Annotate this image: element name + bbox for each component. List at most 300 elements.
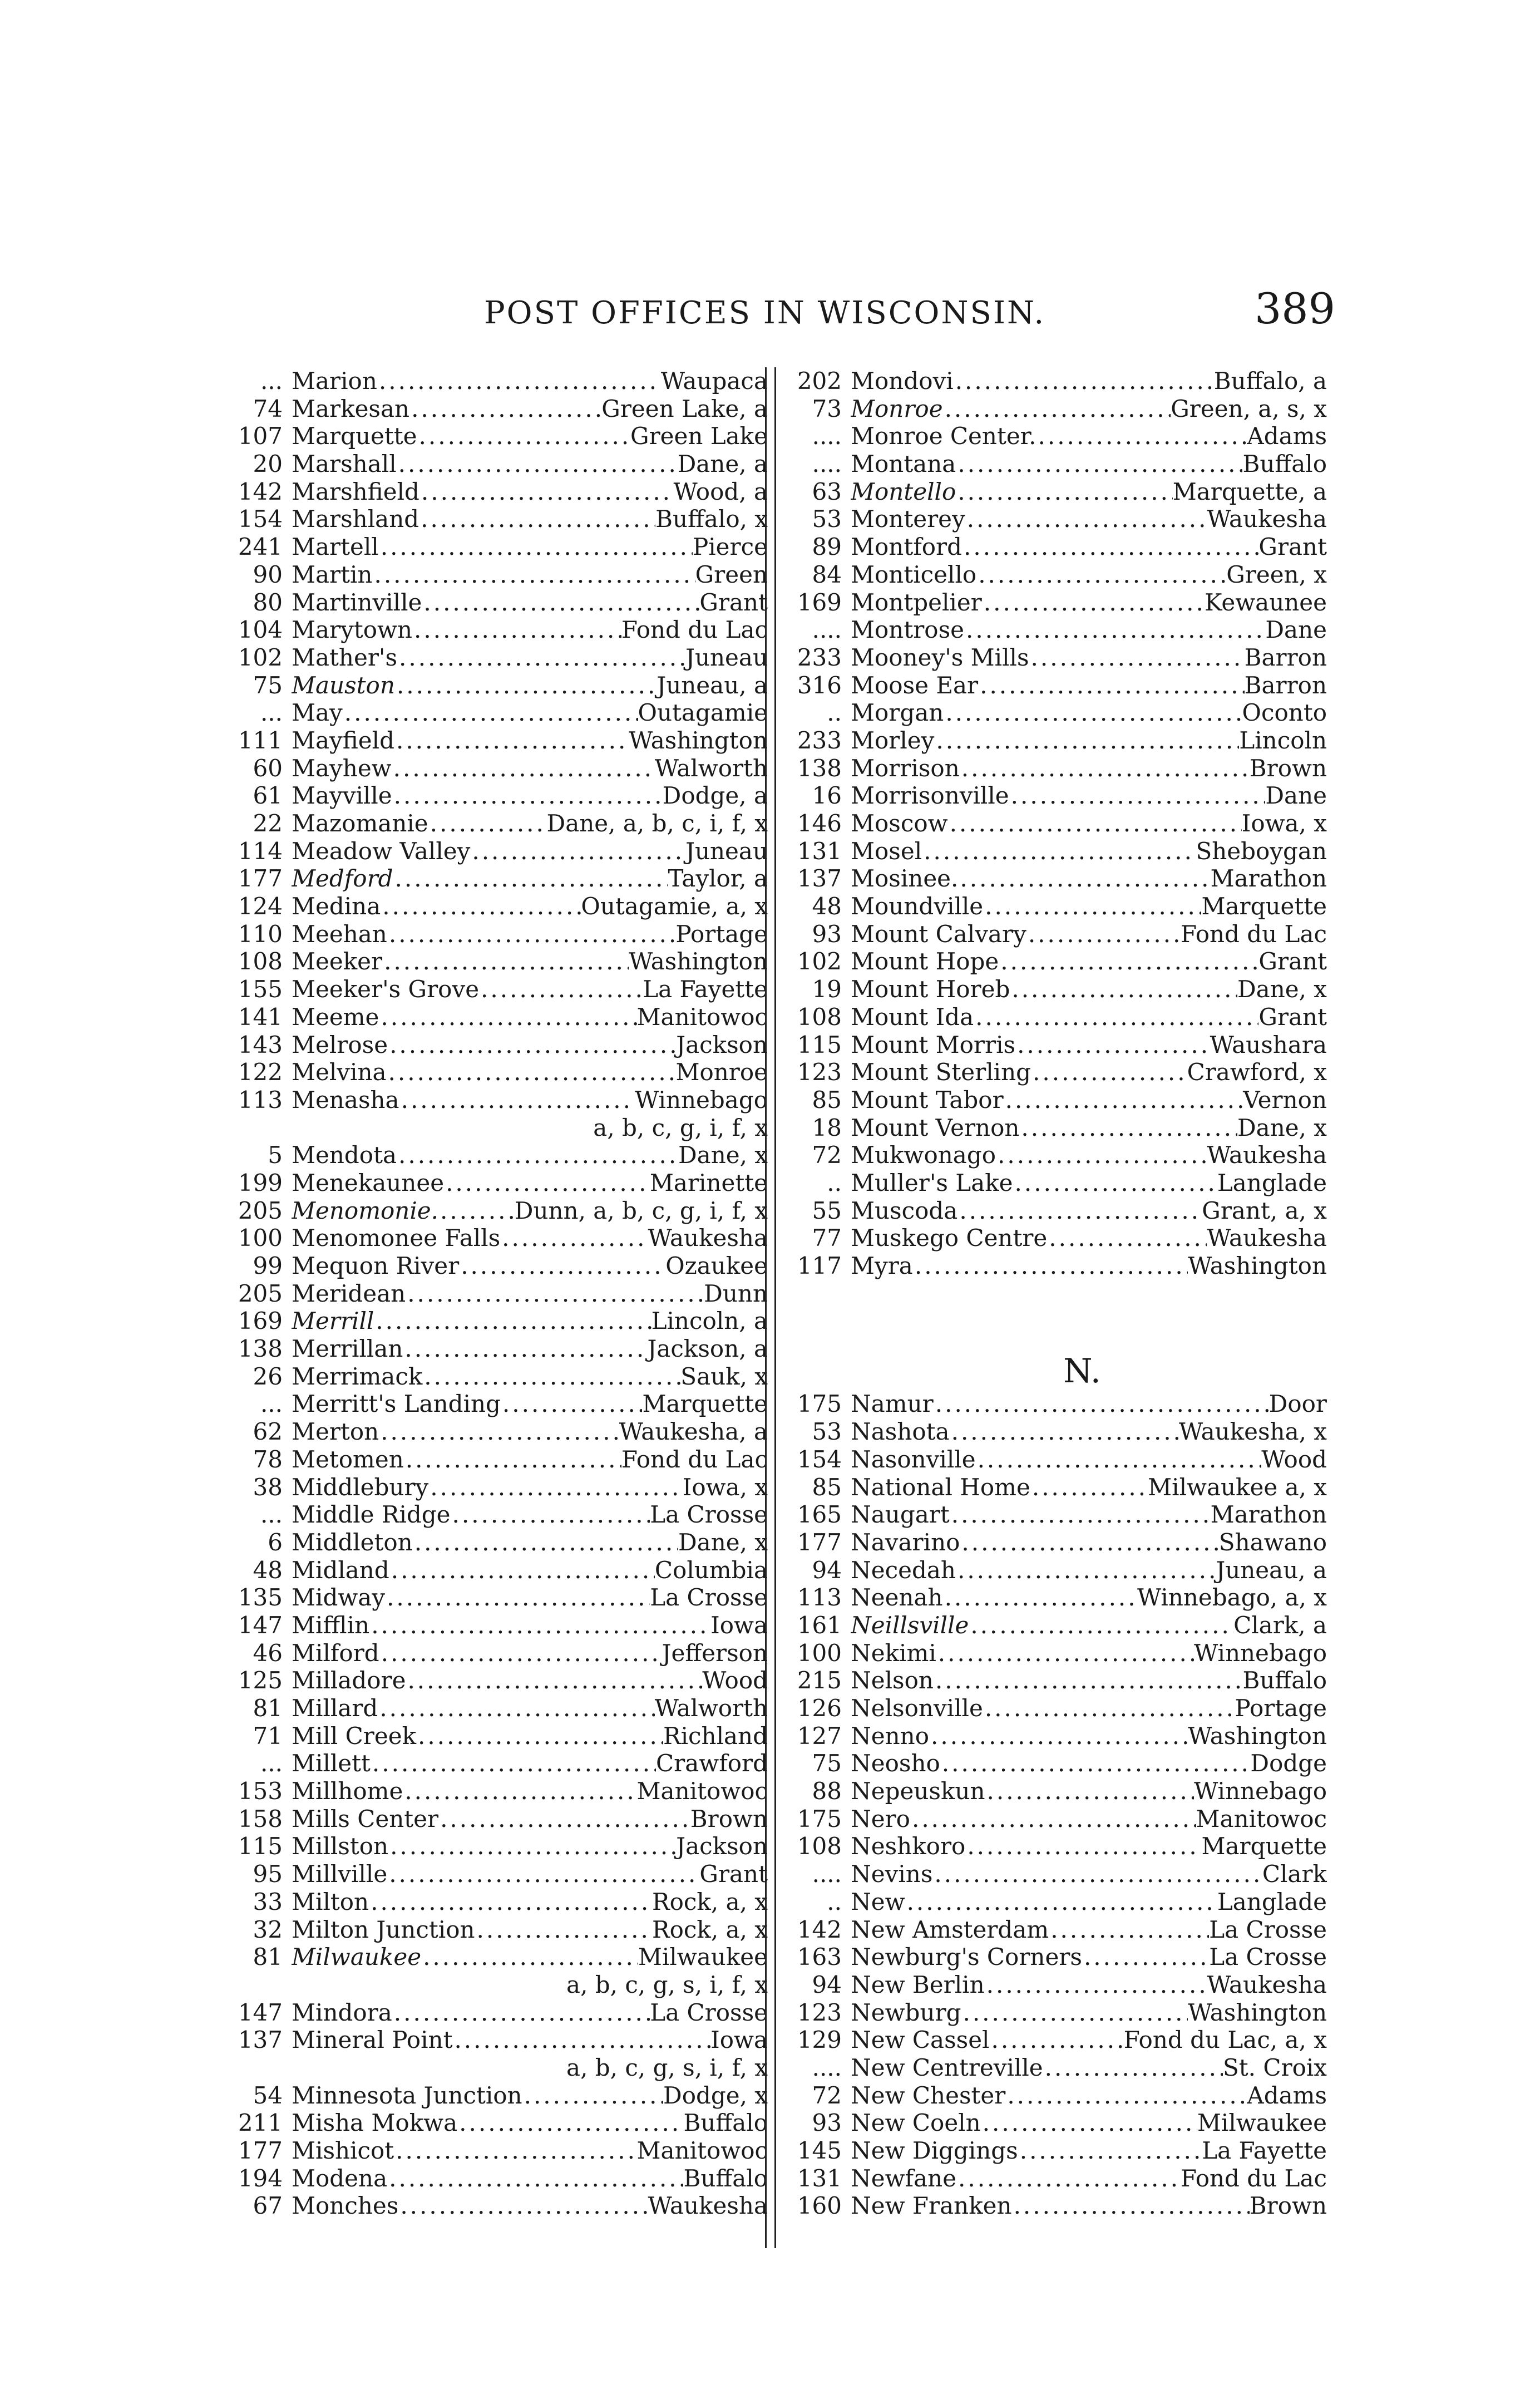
entry-body bbox=[292, 1224, 768, 1252]
entry-body bbox=[851, 1197, 1327, 1225]
post-office-name: Menomonee Falls bbox=[292, 1224, 501, 1252]
dot-leader bbox=[394, 727, 629, 755]
county-name: Dane bbox=[1265, 782, 1327, 810]
entry-row bbox=[234, 505, 768, 533]
entry-row bbox=[793, 561, 1327, 589]
dot-leader bbox=[388, 1832, 676, 1860]
county-name: Dane bbox=[1265, 616, 1327, 644]
entry-row bbox=[234, 2109, 768, 2137]
entry-row bbox=[793, 1058, 1327, 1086]
post-office-name: Monroe Center. bbox=[851, 422, 1036, 450]
dot-leader bbox=[406, 1667, 702, 1694]
entry-number: ... bbox=[260, 367, 283, 395]
dot-leader bbox=[961, 1999, 1188, 2027]
entry-row bbox=[793, 1474, 1327, 1501]
entry-number: 122 bbox=[238, 1058, 283, 1086]
post-office-name: Millville bbox=[292, 1860, 388, 1888]
entry-body bbox=[292, 395, 768, 423]
entry-row bbox=[793, 505, 1327, 533]
entry-number: .. bbox=[827, 1888, 842, 1915]
entry-row bbox=[234, 2165, 768, 2193]
dot-leader bbox=[913, 1252, 1188, 1280]
entry-row bbox=[234, 782, 768, 810]
post-office-name: Montford bbox=[851, 533, 962, 561]
dot-leader bbox=[962, 533, 1258, 561]
entry-body bbox=[292, 1501, 768, 1529]
entry-number: 102 bbox=[797, 948, 842, 976]
county-name: St. Croix bbox=[1223, 2053, 1327, 2081]
entry-row bbox=[793, 533, 1327, 561]
entry-number: 169 bbox=[238, 1307, 283, 1335]
entry-number: 110 bbox=[238, 920, 283, 948]
county-name: Walworth bbox=[654, 1694, 768, 1722]
entry-body bbox=[292, 865, 768, 893]
dot-leader bbox=[419, 505, 655, 533]
entry-number: 177 bbox=[238, 2137, 283, 2164]
county-name: Columbia bbox=[654, 1556, 768, 1584]
post-office-name: Marshall bbox=[292, 450, 397, 478]
county-name: La Crosse bbox=[650, 1501, 768, 1529]
entry-row bbox=[793, 644, 1327, 672]
entry-body bbox=[292, 755, 768, 782]
entry-row bbox=[234, 422, 768, 450]
post-office-name: Muller's Lake bbox=[851, 1169, 1013, 1196]
post-office-name: Marytown bbox=[292, 616, 413, 644]
dot-leader bbox=[965, 505, 1207, 533]
entry-body bbox=[292, 1141, 768, 1169]
entry-row bbox=[234, 1529, 768, 1556]
entry-number: 113 bbox=[238, 1086, 283, 1114]
entry-body bbox=[851, 1971, 1327, 1999]
dot-leader bbox=[378, 1694, 654, 1722]
county-name: La Crosse bbox=[650, 1584, 768, 1612]
dot-leader bbox=[387, 1058, 676, 1086]
entry-number: ... bbox=[260, 1390, 283, 1418]
entry-row bbox=[793, 2082, 1327, 2110]
dot-leader bbox=[964, 616, 1265, 644]
dot-leader bbox=[399, 1086, 635, 1114]
entry-row bbox=[234, 1694, 768, 1722]
entry-number: 177 bbox=[238, 865, 283, 893]
post-office-name: Mount Tabor bbox=[851, 1086, 1004, 1114]
entry-number: .... bbox=[812, 616, 842, 644]
entry-body bbox=[851, 1529, 1327, 1556]
post-office-name: Milton Junction bbox=[292, 1915, 475, 1943]
entry-body bbox=[292, 2109, 768, 2137]
entry-number: 72 bbox=[812, 1141, 842, 1169]
entry-body bbox=[851, 1612, 1327, 1639]
entry-number: 161 bbox=[797, 1611, 842, 1639]
entry-number: 19 bbox=[812, 976, 842, 1003]
county-name: Brown bbox=[690, 1805, 768, 1832]
entry-body bbox=[292, 782, 768, 810]
entry-row bbox=[234, 1832, 768, 1860]
entry-body bbox=[292, 533, 768, 561]
dot-leader bbox=[981, 2109, 1197, 2137]
post-office-name: Monches bbox=[292, 2192, 399, 2220]
entry-body bbox=[851, 1252, 1327, 1280]
county-name: Waukesha bbox=[648, 2192, 768, 2220]
entry-number: 90 bbox=[253, 560, 283, 588]
county-name: Fond du Lac bbox=[1180, 920, 1327, 948]
post-office-name: Morrison bbox=[851, 754, 960, 782]
entry-body bbox=[851, 976, 1327, 1003]
post-office-name: Marion bbox=[292, 367, 377, 395]
entry-number: 154 bbox=[797, 1445, 842, 1473]
entry-body bbox=[851, 699, 1327, 727]
entry-number: 160 bbox=[797, 2192, 842, 2220]
entry-row bbox=[793, 1086, 1327, 1114]
dot-leader bbox=[452, 2026, 710, 2054]
dot-leader bbox=[956, 478, 1173, 506]
entry-row bbox=[234, 1169, 768, 1197]
county-name: Juneau bbox=[685, 643, 768, 671]
dot-leader bbox=[419, 478, 674, 506]
dot-leader bbox=[412, 616, 621, 644]
county-name: Green, x bbox=[1226, 560, 1327, 588]
entry-row bbox=[234, 1777, 768, 1805]
entry-row bbox=[234, 1612, 768, 1639]
county-name: Milwaukee a, x bbox=[1148, 1473, 1327, 1501]
entry-row bbox=[793, 1722, 1327, 1750]
entry-number: 129 bbox=[797, 2026, 842, 2054]
post-office-name: Newburg's Corners bbox=[851, 1943, 1082, 1971]
entry-number: 155 bbox=[238, 976, 283, 1003]
entry-number: 16 bbox=[812, 782, 842, 810]
entry-body bbox=[292, 948, 768, 976]
county-name: Waukesha, x bbox=[1179, 1418, 1327, 1446]
entry-row bbox=[793, 450, 1327, 478]
county-name: Marquette bbox=[642, 1390, 768, 1418]
entry-row bbox=[793, 2054, 1327, 2082]
entry-number: 94 bbox=[812, 1556, 842, 1584]
entry-row bbox=[793, 1971, 1327, 1999]
post-office-name: New Amsterdam bbox=[851, 1915, 1049, 1943]
post-office-name: Merritt's Landing bbox=[292, 1390, 501, 1418]
entry-number: 123 bbox=[797, 1998, 842, 2026]
post-office-name: Merrill bbox=[292, 1307, 374, 1335]
dot-leader bbox=[500, 1224, 648, 1252]
post-office-name: Mifflin bbox=[292, 1611, 370, 1639]
county-name: Outagamie, a, x bbox=[581, 893, 768, 920]
dot-leader bbox=[940, 1750, 1251, 1777]
post-office-name: Myra bbox=[851, 1252, 913, 1279]
county-name: Barron bbox=[1244, 643, 1327, 671]
dot-leader bbox=[428, 1474, 682, 1501]
entry-number: 6 bbox=[268, 1528, 283, 1556]
entry-number: 241 bbox=[238, 533, 283, 561]
entry-row bbox=[793, 1694, 1327, 1722]
county-name: Buffalo bbox=[683, 2109, 768, 2137]
post-office-name: Medford bbox=[292, 865, 393, 893]
county-name: Portage bbox=[675, 920, 768, 948]
post-office-name: May bbox=[292, 699, 343, 727]
dot-leader bbox=[392, 782, 663, 810]
dot-leader bbox=[1018, 2137, 1202, 2165]
county-name: Grant bbox=[699, 588, 768, 616]
dot-leader bbox=[379, 1639, 662, 1667]
entry-row bbox=[234, 533, 768, 561]
dot-leader bbox=[944, 699, 1242, 727]
entry-body bbox=[851, 1639, 1327, 1667]
entry-number: 75 bbox=[812, 1750, 842, 1777]
entry-row bbox=[793, 755, 1327, 782]
post-office-name: Middleton bbox=[292, 1528, 413, 1556]
entry-body bbox=[851, 1722, 1327, 1750]
entry-row bbox=[234, 1197, 768, 1225]
post-office-name: Marshfield bbox=[292, 477, 419, 505]
entry-row bbox=[234, 367, 768, 395]
entry-row bbox=[793, 589, 1327, 617]
post-office-name: Millard bbox=[292, 1694, 378, 1722]
entry-number: 142 bbox=[797, 1915, 842, 1943]
county-name: La Fayette bbox=[1202, 2137, 1327, 2165]
page-header bbox=[278, 284, 1335, 339]
county-name: Wood bbox=[702, 1667, 768, 1694]
dot-leader bbox=[982, 589, 1205, 617]
post-office-name: Mills Center bbox=[292, 1805, 439, 1832]
dot-leader bbox=[936, 1639, 1194, 1667]
county-name: Green Lake, a bbox=[601, 395, 768, 422]
county-name: Fond du Lac, a, x bbox=[1123, 2026, 1327, 2054]
entry-body bbox=[292, 1446, 768, 1474]
entry-body bbox=[292, 616, 768, 644]
post-office-name: Monterey bbox=[851, 505, 965, 533]
entry-number: 138 bbox=[797, 754, 842, 782]
entry-body bbox=[292, 1888, 768, 1916]
entry-body bbox=[851, 1446, 1327, 1474]
dot-leader bbox=[522, 2082, 663, 2110]
post-office-name: Martin bbox=[292, 560, 373, 588]
county-name: Fond du Lac bbox=[1180, 2164, 1327, 2192]
post-office-name: Milton bbox=[292, 1888, 369, 1915]
entry-number: 38 bbox=[253, 1473, 283, 1501]
dot-leader bbox=[1036, 422, 1247, 450]
entry-body bbox=[292, 672, 768, 699]
entry-body bbox=[851, 2137, 1327, 2165]
post-office-name: Montello bbox=[851, 477, 956, 505]
dot-leader bbox=[985, 1971, 1207, 1999]
dot-leader bbox=[1049, 1916, 1209, 1944]
post-office-name: New Berlin bbox=[851, 1971, 985, 1998]
entry-body bbox=[292, 1390, 768, 1418]
post-office-name: Mendota bbox=[292, 1141, 397, 1169]
entry-body bbox=[292, 1252, 768, 1280]
dot-leader bbox=[371, 1750, 656, 1777]
post-office-name: Meehan bbox=[292, 920, 387, 948]
post-office-name: Nenno bbox=[851, 1722, 929, 1750]
dot-leader bbox=[943, 395, 1171, 423]
entry-number: 123 bbox=[797, 1058, 842, 1086]
dot-leader bbox=[957, 1197, 1202, 1225]
entry-body bbox=[851, 505, 1327, 533]
entry-row bbox=[234, 948, 768, 976]
county-name: Brown bbox=[1249, 2192, 1327, 2220]
entry-number: 72 bbox=[812, 2081, 842, 2109]
entry-number: 108 bbox=[797, 1003, 842, 1031]
county-name: Grant bbox=[1258, 1003, 1327, 1031]
county-name: Washington bbox=[1188, 1722, 1327, 1750]
dot-leader bbox=[934, 1390, 1269, 1418]
entry-number: 233 bbox=[797, 726, 842, 754]
post-office-name: Neosho bbox=[851, 1750, 940, 1777]
entry-number: 158 bbox=[238, 1805, 283, 1832]
entry-body bbox=[851, 1777, 1327, 1805]
county-name: Manitowoc bbox=[1196, 1805, 1327, 1832]
dot-leader bbox=[395, 672, 657, 699]
entry-row bbox=[234, 1335, 768, 1363]
dot-leader bbox=[999, 948, 1258, 976]
county-name: Marquette bbox=[1201, 893, 1327, 920]
dot-leader bbox=[387, 920, 676, 948]
post-office-name: New Chester bbox=[851, 2081, 1006, 2109]
entry-number: 143 bbox=[238, 1031, 283, 1058]
county-name: Waukesha bbox=[1207, 1971, 1327, 1998]
entry-row bbox=[234, 1667, 768, 1694]
entry-row bbox=[234, 1474, 768, 1501]
post-office-name: Morgan bbox=[851, 699, 944, 727]
dot-leader bbox=[369, 1888, 652, 1916]
entry-number: 135 bbox=[238, 1584, 283, 1612]
entry-body bbox=[292, 1777, 768, 1805]
entry-row bbox=[793, 838, 1327, 865]
post-office-name: Montrose bbox=[851, 616, 964, 644]
dot-leader bbox=[397, 450, 678, 478]
post-office-name: Midland bbox=[292, 1556, 389, 1584]
county-name: Fond du Lac bbox=[621, 1445, 768, 1473]
entry-row bbox=[793, 920, 1327, 948]
dot-leader bbox=[905, 1888, 1217, 1916]
entry-number: 100 bbox=[797, 1639, 842, 1667]
post-office-name: Mazomanie bbox=[292, 810, 428, 837]
dot-leader bbox=[932, 1860, 1262, 1888]
entry-body bbox=[851, 1390, 1327, 1418]
dot-leader bbox=[934, 727, 1239, 755]
entry-number: 108 bbox=[797, 1832, 842, 1860]
entry-body bbox=[292, 422, 768, 450]
entry-number: 141 bbox=[238, 1003, 283, 1031]
entry-body bbox=[292, 589, 768, 617]
county-name: Waushara bbox=[1210, 1031, 1327, 1058]
entry-body bbox=[292, 1639, 768, 1667]
post-office-name: Moundville bbox=[851, 893, 984, 920]
county-name: Richland bbox=[663, 1722, 768, 1750]
county-name: Barron bbox=[1244, 671, 1327, 699]
post-office-name: Marquette bbox=[292, 422, 417, 450]
entry-body bbox=[851, 1805, 1327, 1833]
county-name: Clark bbox=[1262, 1860, 1327, 1888]
county-name: Green bbox=[695, 560, 768, 588]
dot-leader bbox=[444, 1169, 650, 1197]
post-office-name: National Home bbox=[851, 1473, 1030, 1501]
entry-body bbox=[851, 672, 1327, 699]
entry-row bbox=[793, 1805, 1327, 1833]
post-office-name: Milford bbox=[292, 1639, 379, 1667]
dot-leader bbox=[965, 1832, 1201, 1860]
county-name: Dane, x bbox=[1237, 1114, 1327, 1141]
county-name: La Fayette bbox=[643, 976, 768, 1003]
entry-row bbox=[234, 1141, 768, 1169]
entry-number: 99 bbox=[253, 1252, 283, 1279]
dot-leader bbox=[406, 1280, 704, 1308]
dot-leader bbox=[388, 1031, 676, 1059]
entry-row bbox=[234, 699, 768, 727]
post-office-name: Marshland bbox=[292, 505, 419, 533]
county-name: Lincoln bbox=[1239, 726, 1327, 754]
county-name: Iowa bbox=[710, 2026, 768, 2054]
county-name: Adams bbox=[1247, 2081, 1327, 2109]
post-office-name: Menekaunee bbox=[292, 1169, 445, 1196]
entry-row bbox=[234, 1003, 768, 1031]
dot-leader bbox=[1026, 920, 1181, 948]
dot-leader bbox=[989, 2026, 1123, 2054]
entry-number: 81 bbox=[253, 1943, 283, 1971]
entry-row bbox=[234, 561, 768, 589]
post-office-name: Mosel bbox=[851, 837, 922, 865]
entry-number: 78 bbox=[253, 1445, 283, 1473]
post-office-name: Navarino bbox=[851, 1528, 960, 1556]
dot-leader bbox=[922, 838, 1196, 865]
county-name: La Crosse bbox=[1209, 1915, 1327, 1943]
entry-row bbox=[793, 1832, 1327, 1860]
dot-leader bbox=[369, 1612, 710, 1639]
dot-leader bbox=[372, 561, 695, 589]
entry-number: 153 bbox=[238, 1777, 283, 1805]
entry-row bbox=[234, 865, 768, 893]
post-office-name: New Centreville bbox=[851, 2053, 1043, 2081]
entry-row bbox=[793, 422, 1327, 450]
entry-number: 145 bbox=[797, 2137, 842, 2165]
entry-body bbox=[292, 1832, 768, 1860]
dot-leader bbox=[385, 1584, 650, 1612]
post-office-name: Newburg bbox=[851, 1998, 961, 2026]
post-office-name: Nelson bbox=[851, 1667, 934, 1694]
dot-leader bbox=[392, 755, 655, 782]
entry-body bbox=[292, 2192, 768, 2220]
entry-body bbox=[851, 1086, 1327, 1114]
entry-body bbox=[851, 893, 1327, 920]
dot-leader bbox=[459, 1252, 665, 1280]
entry-number: 80 bbox=[253, 588, 283, 616]
entry-number: 114 bbox=[238, 837, 283, 865]
post-office-name: Mukwonago bbox=[851, 1141, 996, 1169]
county-name: Waukesha bbox=[648, 1224, 768, 1252]
entry-number: 100 bbox=[238, 1224, 283, 1252]
county-name: Dodge bbox=[1250, 1750, 1327, 1777]
post-office-name: Newfane bbox=[851, 2164, 957, 2192]
dot-leader bbox=[403, 1335, 647, 1363]
entry-body bbox=[292, 1474, 768, 1501]
dot-leader bbox=[976, 561, 1226, 589]
entry-body bbox=[851, 1584, 1327, 1612]
entry-row bbox=[234, 1252, 768, 1280]
entry-row bbox=[793, 2109, 1327, 2137]
entry-row bbox=[234, 644, 768, 672]
entry-number: ... bbox=[260, 1501, 283, 1529]
entry-body bbox=[851, 1888, 1327, 1916]
county-name: Juneau, a bbox=[1216, 1556, 1327, 1584]
dot-leader bbox=[393, 865, 668, 893]
county-name: Winnebago bbox=[635, 1086, 768, 1114]
entry-row bbox=[793, 478, 1327, 506]
entry-row bbox=[234, 1418, 768, 1446]
entry-body bbox=[292, 561, 768, 589]
entry-number: 163 bbox=[797, 1943, 842, 1971]
dot-leader bbox=[950, 1418, 1179, 1446]
post-office-name: Nepeuskun bbox=[851, 1777, 985, 1805]
entry-row bbox=[234, 478, 768, 506]
post-office-name: Middle Ridge bbox=[292, 1501, 451, 1529]
